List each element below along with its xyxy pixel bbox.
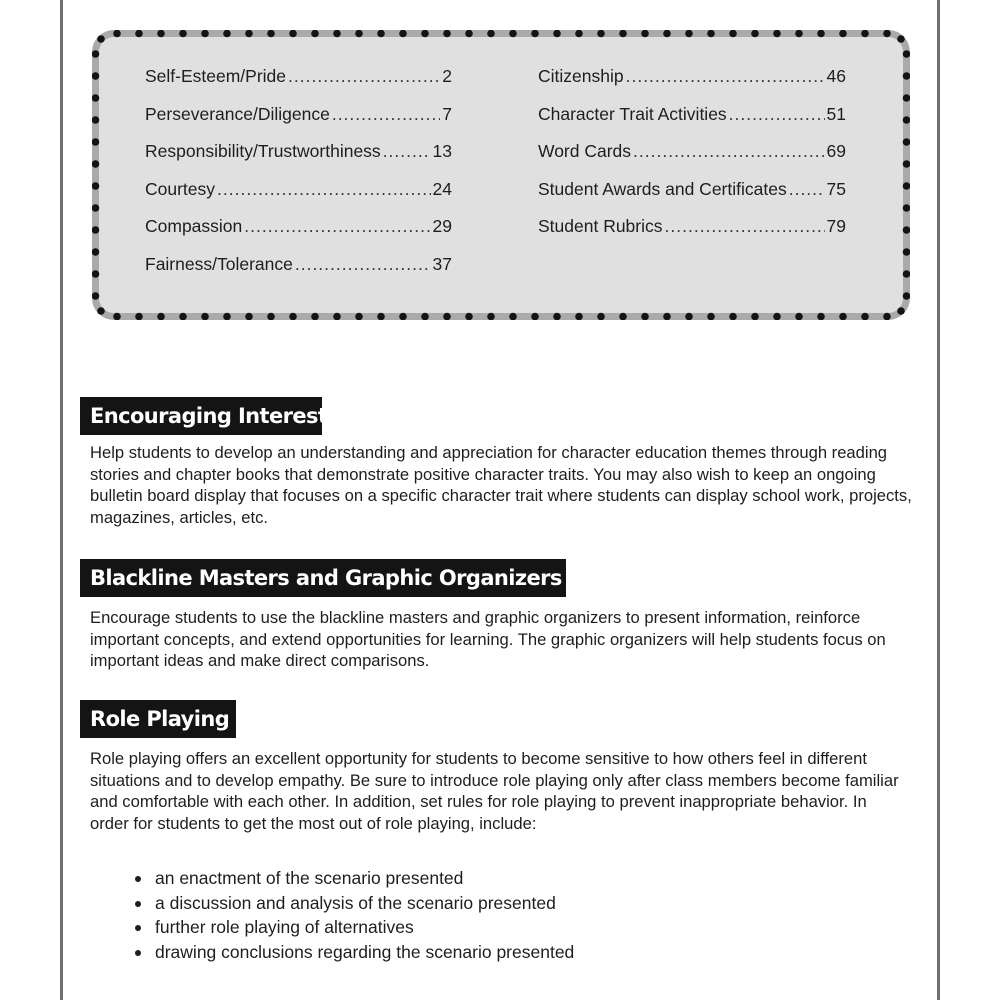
toc-entry-title: Perseverance/Diligence <box>145 103 330 124</box>
toc-entry-page: 51 <box>826 103 846 124</box>
list-item <box>134 915 574 940</box>
toc-left-column <box>145 66 452 291</box>
toc-leader-dots <box>244 216 430 237</box>
toc-entry[interactable] <box>538 66 846 104</box>
role-playing-bullet-list <box>134 866 574 964</box>
toc-entry-title: Student Awards and Certificates <box>538 178 787 199</box>
toc-entry[interactable] <box>145 179 452 217</box>
toc-entry-page: 24 <box>432 178 452 199</box>
toc-entry[interactable] <box>538 141 846 179</box>
page-border-left <box>60 0 63 1000</box>
toc-entry[interactable] <box>538 104 846 142</box>
toc-leader-dots <box>288 66 440 87</box>
toc-entry-title: Compassion <box>145 216 243 236</box>
list-item-text: a discussion and analysis of the scenario presented <box>155 892 556 913</box>
section-heading-role-playing: Role Playing <box>80 700 236 738</box>
toc-entry-page: 79 <box>826 216 846 236</box>
toc-entry-title: Courtesy <box>145 178 216 199</box>
toc-entry[interactable] <box>145 104 452 142</box>
toc-entry-page: 13 <box>432 141 452 161</box>
toc-entry-title: Word Cards <box>538 141 632 161</box>
list-item <box>134 866 574 891</box>
toc-leader-dots <box>729 104 825 125</box>
toc-entry-title: Fairness/Tolerance <box>145 253 293 274</box>
list-item-text: further role playing of alternatives <box>155 917 414 937</box>
toc-leader-dots <box>633 141 824 162</box>
paragraph: Encourage students to use the blackline masters and graphic organizers to present information, reinforce important concepts, and extend opportunities for learning. The graphic organizers will help students focus on important ideas and make direct comparisons. <box>90 608 886 670</box>
list-item-text: an enactment of the scenario presented <box>155 868 464 888</box>
toc-right-column <box>538 66 846 254</box>
list-item-text: drawing conclusions regarding the scenario presented <box>155 941 575 962</box>
paragraph: Role playing offers an excellent opportunity for students to become sensitive to how others feel in different situations and to develop empathy. Be sure to introduce role playing only after class members become familiar and comfortable with each other. In addition, set rules for role playing to prevent inappropriate behavior. In order for students to get the most out of role playing, include: <box>90 749 899 833</box>
page-border-right <box>937 0 940 1000</box>
section-body-encouraging-interest <box>90 442 920 528</box>
toc-leader-dots <box>295 254 431 275</box>
bullet-icon <box>135 876 141 882</box>
toc-entry-page: 75 <box>826 178 846 199</box>
section-heading-blackline-masters: Blackline Masters and Graphic Organizers <box>80 559 566 597</box>
toc-entry[interactable] <box>145 141 452 179</box>
toc-entry-title: Character Trait Activities <box>538 103 727 124</box>
toc-entry-title: Self-Esteem/Pride <box>145 66 287 86</box>
toc-entry-page: 29 <box>432 216 452 236</box>
bullet-icon <box>135 901 141 907</box>
toc-entry-title: Citizenship <box>538 66 624 86</box>
list-item <box>134 940 574 965</box>
toc-leader-dots <box>665 216 825 237</box>
toc-entry[interactable] <box>145 216 452 254</box>
paragraph: Help students to develop an understanding and appreciation for character education themes through reading stories and chapter books that demonstrate positive character traits. You may also wish to keep an ongoing bulletin board display that focuses on a specific character trait where students can display school work, projects, magazines, articles, etc. <box>90 443 912 527</box>
list-item <box>134 891 574 916</box>
toc-leader-dots <box>217 179 431 200</box>
toc-entry-title: Responsibility/Trustworthiness <box>145 141 381 161</box>
toc-entry[interactable] <box>145 254 452 292</box>
section-body-role-playing <box>90 748 900 834</box>
toc-entry-page: 46 <box>826 66 846 86</box>
bullet-icon <box>135 925 141 931</box>
toc-leader-dots <box>626 66 825 87</box>
toc-entry-page: 69 <box>826 141 846 161</box>
toc-entry-title: Student Rubrics <box>538 216 663 236</box>
toc-entry[interactable] <box>538 216 846 254</box>
toc-entry[interactable] <box>145 66 452 104</box>
toc-leader-dots <box>383 141 431 162</box>
section-heading-encouraging-interest: Encouraging Interest <box>80 397 322 435</box>
bullet-icon <box>135 950 141 956</box>
toc-entry-page: 7 <box>442 103 452 124</box>
toc-leader-dots <box>789 179 825 200</box>
toc-entry-page: 37 <box>432 253 452 274</box>
section-body-blackline-masters <box>90 607 920 672</box>
toc-entry[interactable] <box>538 179 846 217</box>
toc-entry-page: 2 <box>442 66 452 86</box>
toc-leader-dots <box>332 104 440 125</box>
